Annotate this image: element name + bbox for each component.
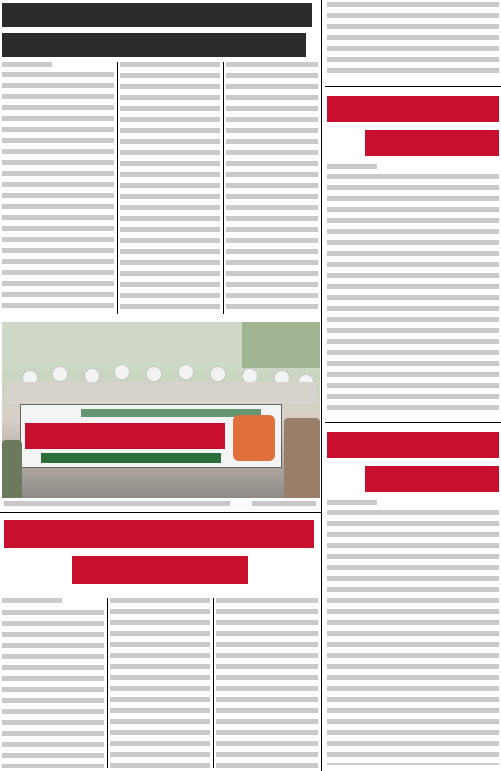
main-col-1 xyxy=(2,610,104,768)
right-bottom-text xyxy=(327,510,499,765)
banner-title-strip xyxy=(25,423,225,449)
top-left-headline-1 xyxy=(2,3,312,27)
crowd-person xyxy=(178,364,194,380)
right-column-divider xyxy=(321,0,322,771)
top-left-desk-line xyxy=(2,62,52,70)
right-mid-desk-line xyxy=(327,164,377,172)
crowd-front-left xyxy=(2,440,22,498)
main-headline-2 xyxy=(72,556,248,584)
photo-credit-line xyxy=(252,501,316,509)
right-divider-2 xyxy=(325,422,501,423)
right-bottom-desk-line xyxy=(327,500,377,508)
crowd-person xyxy=(210,366,226,382)
top-left-col-3 xyxy=(226,62,318,314)
main-article-headline-area xyxy=(0,514,320,594)
crowd-front-right xyxy=(284,418,320,498)
photo-caption-area xyxy=(2,499,320,511)
main-col-3 xyxy=(216,598,318,768)
top-left-divider-1 xyxy=(117,62,118,314)
photo-tree xyxy=(242,322,320,368)
main-col-2 xyxy=(110,598,210,768)
protest-banner xyxy=(20,404,282,468)
right-column-bottom xyxy=(325,426,501,771)
photo-caption-line xyxy=(4,501,230,509)
right-bottom-headline-2 xyxy=(365,466,499,492)
right-top-text xyxy=(327,2,499,78)
right-divider-1 xyxy=(325,86,501,87)
main-desk-line xyxy=(2,598,62,606)
banner-fist-icon xyxy=(233,415,275,461)
main-article-top-rule xyxy=(0,512,321,513)
crowd-person xyxy=(146,366,162,382)
crowd-person xyxy=(52,366,68,382)
right-bottom-headline-1 xyxy=(327,432,499,458)
right-mid-headline-1 xyxy=(327,96,499,122)
top-left-divider-2 xyxy=(223,62,224,314)
right-mid-text xyxy=(327,174,499,414)
right-mid-headline-2 xyxy=(365,130,499,156)
crowd-person xyxy=(114,364,130,380)
crowd-body-row xyxy=(6,382,316,404)
top-left-col-1 xyxy=(2,72,114,314)
main-divider-2 xyxy=(213,598,214,768)
top-left-headline-2 xyxy=(2,33,306,57)
top-left-col-2 xyxy=(120,62,220,314)
right-column-middle xyxy=(325,90,501,420)
main-divider-1 xyxy=(107,598,108,768)
main-article-body xyxy=(0,594,320,771)
top-left-article xyxy=(0,0,320,322)
protest-photo xyxy=(2,322,320,498)
main-headline-1 xyxy=(4,520,314,548)
right-column-top xyxy=(325,0,501,86)
banner-date-strip xyxy=(41,453,221,463)
